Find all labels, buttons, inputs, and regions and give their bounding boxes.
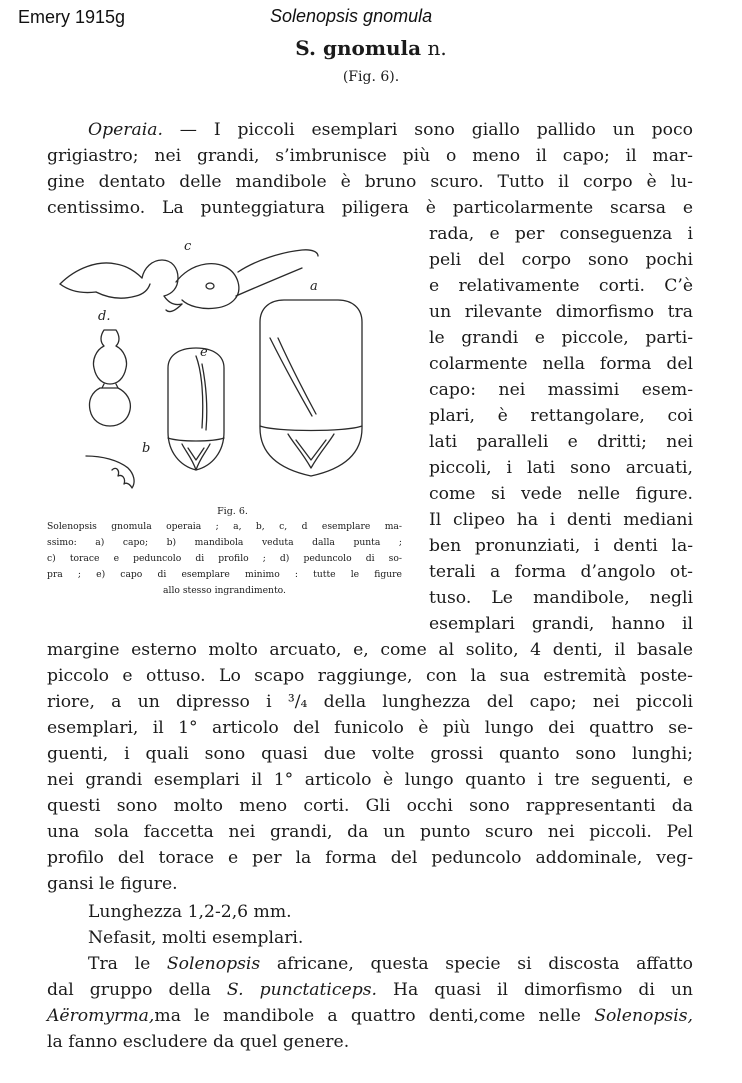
fig-label-c: c bbox=[184, 239, 192, 254]
thorax-profile-drawing bbox=[60, 250, 318, 312]
species-title bbox=[0, 36, 742, 60]
text-line bbox=[88, 951, 693, 977]
text-line: capo: nei massimi esem- bbox=[429, 380, 693, 400]
figure-6-drawing bbox=[56, 238, 408, 500]
text-line: piccolo e ottuso. Lo scapo raggiunge, con la sua estremità poste- bbox=[47, 666, 693, 686]
caste-label: Operaia. bbox=[88, 120, 163, 140]
length-line: Lunghezza 1,2-2,6 mm. bbox=[88, 902, 292, 922]
text-line bbox=[47, 977, 693, 1003]
fig-label-d: d. bbox=[98, 309, 111, 324]
text-line: un rilevante dimorfismo tra bbox=[429, 302, 693, 322]
species-suffix: n. bbox=[427, 36, 447, 60]
text-line: e relativamente corti. C’è bbox=[429, 276, 693, 296]
species-group-name: S. punctaticeps. bbox=[226, 980, 377, 1000]
text-span: africane, questa specie si discosta affatto bbox=[260, 954, 693, 974]
genus-name: Aëromyrma, bbox=[47, 1006, 155, 1026]
text-line: guenti, i quali sono quasi due volte grossi quanto sono lunghi; bbox=[47, 744, 693, 764]
text-line: peli del corpo sono pochi bbox=[429, 250, 693, 270]
figure-caption-line: allo stesso ingrandimento. bbox=[163, 585, 286, 596]
text-line: la fanno escludere da quel genere. bbox=[47, 1032, 350, 1052]
text-line: tuso. Le mandibole, negli bbox=[429, 588, 693, 608]
figure-caption-title: Fig. 6. bbox=[217, 506, 248, 517]
text-line: riore, a un dipresso i ³/₄ della lunghezza del capo; nei piccoli bbox=[47, 692, 693, 712]
text-line: come si vede nelle figure. bbox=[429, 484, 693, 504]
text-line: gine dentato delle mandibole è bruno scuro. Tutto il corpo è lu- bbox=[47, 172, 693, 192]
genus-name: Solenopsis, bbox=[594, 1006, 693, 1026]
text-span: Ha quasi il dimorfismo di un bbox=[377, 980, 694, 1000]
text-line bbox=[47, 1003, 693, 1029]
text-line: terali a forma d’angolo ot- bbox=[429, 562, 693, 582]
text-line: le grandi e piccole, parti- bbox=[429, 328, 693, 348]
text-line: nei grandi esemplari il 1° articolo è lungo quanto i tre seguenti, e bbox=[47, 770, 693, 790]
genus-name: Solenopsis bbox=[166, 954, 261, 974]
text-line: ben pronunziati, i denti la- bbox=[429, 536, 693, 556]
major-head-drawing bbox=[260, 300, 362, 476]
text-line: grigiastro; nei grandi, s’imbrunisce più o meno il capo; il mar- bbox=[47, 146, 693, 166]
species-name: S. gnomula bbox=[295, 36, 422, 60]
header-author-year: Emery 1915g bbox=[18, 7, 126, 27]
pedicel-dorsal-drawing bbox=[89, 330, 130, 426]
fig-label-e: e bbox=[200, 345, 208, 360]
text-line: colarmente nella forma del bbox=[429, 354, 693, 374]
text-line bbox=[88, 117, 693, 143]
text-line: esemplari grandi, hanno il bbox=[429, 614, 693, 634]
text-line: profilo del torace e per la forma del peduncolo addominale, veg- bbox=[47, 848, 693, 868]
text-line: esemplari, il 1° articolo del funicolo è più lungo dei quattro se- bbox=[47, 718, 693, 738]
figure-caption-line: c) torace e peduncolo di profilo ; d) peduncolo di so- bbox=[47, 553, 402, 564]
fig-label-b: b bbox=[142, 441, 151, 456]
text-line: rada, e per conseguenza i bbox=[429, 224, 693, 244]
text-span: — I piccoli esemplari sono giallo pallido un poco bbox=[162, 120, 693, 140]
text-line: gansi le figure. bbox=[47, 874, 178, 894]
text-line: margine esterno molto arcuato, e, come al solito, 4 denti, il basale bbox=[47, 640, 693, 660]
locality-line: Nefasit, molti esemplari. bbox=[88, 928, 304, 948]
text-line: centissimo. La punteggiatura piligera è particolarmente scarsa e bbox=[47, 198, 693, 218]
text-line: plari, è rettangolare, coi bbox=[429, 406, 693, 426]
text-line: Il clipeo ha i denti mediani bbox=[429, 510, 693, 530]
mandible-drawing bbox=[86, 456, 134, 488]
text-span: ma le mandibole a quattro denti,come nelle bbox=[154, 1006, 595, 1026]
text-span: dal gruppo della bbox=[47, 980, 227, 1000]
figure-reference: (Fig. 6). bbox=[342, 69, 400, 85]
text-span: Tra le bbox=[88, 954, 167, 974]
figure-caption-line: pra ; e) capo di esemplare minimo : tutte le figure bbox=[47, 569, 402, 580]
figure-caption-line: ssimo: a) capo; b) mandibola veduta dalla punta ; bbox=[47, 537, 402, 548]
text-line: lati paralleli e dritti; nei bbox=[429, 432, 693, 452]
text-line: piccoli, i lati sono arcuati, bbox=[429, 458, 693, 478]
figure-caption-line: Solenopsis gnomula operaia ; a, b, c, d esemplare ma- bbox=[47, 521, 402, 532]
text-line: una sola faccetta nei grandi, da un punto scuro nei piccoli. Pel bbox=[47, 822, 693, 842]
fig-label-a: a bbox=[310, 279, 318, 294]
text-line: questi sono molto meno corti. Gli occhi sono rappresentanti da bbox=[47, 796, 693, 816]
header-species: Solenopsis gnomula bbox=[270, 6, 433, 26]
minor-head-drawing bbox=[168, 348, 224, 470]
